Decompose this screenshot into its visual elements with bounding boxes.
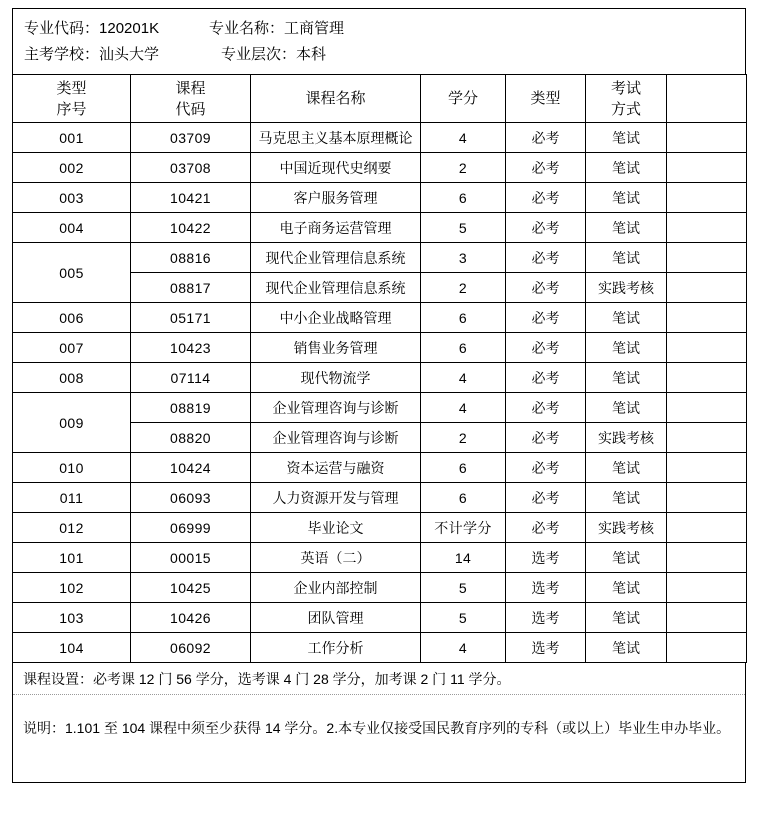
footer-divider xyxy=(13,694,745,695)
column-header-course-code-line1: 课程 xyxy=(175,79,206,97)
cell-credits: 6 xyxy=(421,183,506,213)
cell-type-seq: 001 xyxy=(13,123,131,153)
cell-credits: 4 xyxy=(421,123,506,153)
cell-course-code: 03708 xyxy=(131,153,251,183)
cell-exam-mode: 实践考核 xyxy=(586,273,667,303)
table-row xyxy=(13,243,747,273)
cell-course-code: 08816 xyxy=(131,243,251,273)
cell-course-name: 毕业论文 xyxy=(251,513,421,543)
cell-exam-mode: 笔试 xyxy=(586,183,667,213)
cell-type-seq: 005 xyxy=(13,243,131,303)
cell-exam-mode: 笔试 xyxy=(586,213,667,243)
cell-course-code: 10425 xyxy=(131,573,251,603)
cell-type-seq: 009 xyxy=(13,393,131,453)
cell-course-name: 马克思主义基本原理概论 xyxy=(251,123,421,153)
major-code-label: 专业代码： xyxy=(24,20,100,37)
cell-exam-mode: 笔试 xyxy=(586,303,667,333)
cell-credits: 6 xyxy=(421,303,506,333)
cell-credits: 14 xyxy=(421,543,506,573)
cell-blank xyxy=(667,183,747,213)
cell-course-name: 工作分析 xyxy=(251,633,421,663)
cell-course-code: 06092 xyxy=(131,633,251,663)
cell-type: 必考 xyxy=(506,513,586,543)
cell-type: 必考 xyxy=(506,153,586,183)
cell-type-seq: 012 xyxy=(13,513,131,543)
graduation-note: 说明：1.101 至 104 课程中须至少获得 14 学分。2.本专业仅接受国民教育序列的专科（或以上）毕业生申办毕业。 xyxy=(23,720,731,736)
cell-course-code: 00015 xyxy=(131,543,251,573)
cell-credits: 5 xyxy=(421,603,506,633)
major-name-label: 专业名称： xyxy=(209,20,285,37)
table-row xyxy=(13,303,747,333)
table-row xyxy=(13,153,747,183)
cell-credits: 6 xyxy=(421,333,506,363)
cell-credits: 不计学分 xyxy=(421,513,506,543)
cell-credits: 6 xyxy=(421,453,506,483)
cell-exam-mode: 笔试 xyxy=(586,603,667,633)
column-header-course-code-line2: 代码 xyxy=(175,100,206,118)
school-field xyxy=(13,42,209,68)
school-value: 汕头大学 xyxy=(99,46,160,63)
cell-blank xyxy=(667,573,747,603)
cell-credits: 4 xyxy=(421,393,506,423)
cell-type-seq: 103 xyxy=(13,603,131,633)
cell-type: 必考 xyxy=(506,453,586,483)
cell-type-seq: 104 xyxy=(13,633,131,663)
cell-course-name: 英语（二） xyxy=(251,543,421,573)
cell-exam-mode: 笔试 xyxy=(586,393,667,423)
cell-type-seq: 007 xyxy=(13,333,131,363)
cell-exam-mode: 实践考核 xyxy=(586,513,667,543)
cell-credits: 6 xyxy=(421,483,506,513)
cell-type: 必考 xyxy=(506,333,586,363)
cell-course-name: 现代物流学 xyxy=(251,363,421,393)
cell-type-seq: 003 xyxy=(13,183,131,213)
cell-type: 选考 xyxy=(506,603,586,633)
cell-exam-mode: 笔试 xyxy=(586,543,667,573)
cell-course-code: 08820 xyxy=(131,423,251,453)
cell-credits: 5 xyxy=(421,573,506,603)
table-row xyxy=(13,633,747,663)
cell-exam-mode: 笔试 xyxy=(586,633,667,663)
major-name-value: 工商管理 xyxy=(284,20,345,37)
column-header-course-code xyxy=(131,75,251,123)
cell-blank xyxy=(667,633,747,663)
cell-type-seq: 004 xyxy=(13,213,131,243)
cell-blank xyxy=(667,243,747,273)
table-row xyxy=(13,183,747,213)
header-row-code-name xyxy=(13,16,745,42)
footer-notes-block xyxy=(12,663,746,783)
table-row xyxy=(13,513,747,543)
cell-credits: 3 xyxy=(421,243,506,273)
cell-course-name: 中国近现代史纲要 xyxy=(251,153,421,183)
cell-course-name: 企业管理咨询与诊断 xyxy=(251,423,421,453)
cell-exam-mode: 笔试 xyxy=(586,123,667,153)
cell-exam-mode: 笔试 xyxy=(586,363,667,393)
course-setup-note: 课程设置：必考课 12 门 56 学分，选考课 4 门 28 学分，加考课 2 门 11 学分。 xyxy=(23,671,511,687)
table-header xyxy=(13,75,747,123)
column-header-type-seq-line2: 序号 xyxy=(56,100,87,118)
cell-course-code: 10421 xyxy=(131,183,251,213)
cell-exam-mode: 笔试 xyxy=(586,333,667,363)
cell-course-code: 10423 xyxy=(131,333,251,363)
cell-type-seq: 011 xyxy=(13,483,131,513)
cell-blank xyxy=(667,333,747,363)
level-field xyxy=(209,42,326,68)
cell-exam-mode: 笔试 xyxy=(586,483,667,513)
cell-course-name: 销售业务管理 xyxy=(251,333,421,363)
column-header-type xyxy=(506,75,586,123)
table-row xyxy=(13,393,747,423)
major-name-field xyxy=(209,16,344,42)
cell-course-code: 03709 xyxy=(131,123,251,153)
school-label: 主考学校： xyxy=(24,46,100,63)
cell-credits: 2 xyxy=(421,153,506,183)
major-code-field xyxy=(13,16,209,42)
cell-exam-mode: 笔试 xyxy=(586,453,667,483)
column-header-exam-mode-line2: 方式 xyxy=(610,100,641,118)
cell-type-seq: 101 xyxy=(13,543,131,573)
cell-type-seq: 010 xyxy=(13,453,131,483)
column-header-credits xyxy=(421,75,506,123)
level-value: 本科 xyxy=(296,46,327,63)
cell-type: 选考 xyxy=(506,543,586,573)
cell-type: 选考 xyxy=(506,633,586,663)
column-header-type-line1: 类型 xyxy=(530,90,561,107)
cell-credits: 4 xyxy=(421,363,506,393)
cell-course-code: 06999 xyxy=(131,513,251,543)
cell-course-code: 10424 xyxy=(131,453,251,483)
cell-blank xyxy=(667,423,747,453)
cell-type-seq: 006 xyxy=(13,303,131,333)
table-row xyxy=(13,453,747,483)
cell-type: 必考 xyxy=(506,123,586,153)
cell-type: 必考 xyxy=(506,213,586,243)
column-header-credits-line1: 学分 xyxy=(447,90,478,107)
cell-blank xyxy=(667,543,747,573)
table-row xyxy=(13,603,747,633)
column-header-type-seq-line1: 类型 xyxy=(56,79,87,97)
cell-exam-mode: 实践考核 xyxy=(586,423,667,453)
table-body xyxy=(13,123,747,663)
cell-type: 必考 xyxy=(506,273,586,303)
cell-type: 必考 xyxy=(506,423,586,453)
cell-blank xyxy=(667,483,747,513)
cell-type: 必考 xyxy=(506,303,586,333)
cell-credits: 2 xyxy=(421,273,506,303)
cell-type: 必考 xyxy=(506,243,586,273)
cell-type: 必考 xyxy=(506,363,586,393)
course-plan-table xyxy=(12,74,747,663)
cell-type: 必考 xyxy=(506,483,586,513)
cell-type-seq: 008 xyxy=(13,363,131,393)
cell-blank xyxy=(667,303,747,333)
table-row xyxy=(13,333,747,363)
major-code-value: 120201K xyxy=(99,20,160,37)
cell-type-seq: 102 xyxy=(13,573,131,603)
table-row xyxy=(13,363,747,393)
column-header-course-name-line1: 课程名称 xyxy=(305,90,366,107)
level-label: 专业层次： xyxy=(221,46,297,63)
column-header-blank xyxy=(667,75,747,123)
column-header-exam-mode xyxy=(586,75,667,123)
cell-course-name: 现代企业管理信息系统 xyxy=(251,243,421,273)
cell-blank xyxy=(667,453,747,483)
cell-course-name: 中小企业战略管理 xyxy=(251,303,421,333)
cell-blank xyxy=(667,153,747,183)
cell-course-code: 07114 xyxy=(131,363,251,393)
column-header-course-name xyxy=(251,75,421,123)
cell-type: 必考 xyxy=(506,393,586,423)
cell-exam-mode: 笔试 xyxy=(586,243,667,273)
table-row xyxy=(13,483,747,513)
cell-course-code: 05171 xyxy=(131,303,251,333)
cell-blank xyxy=(667,513,747,543)
cell-credits: 2 xyxy=(421,423,506,453)
cell-blank xyxy=(667,393,747,423)
cell-course-code: 10422 xyxy=(131,213,251,243)
cell-blank xyxy=(667,213,747,243)
cell-course-name: 团队管理 xyxy=(251,603,421,633)
table-header-row xyxy=(13,75,747,123)
cell-credits: 4 xyxy=(421,633,506,663)
cell-course-name: 企业管理咨询与诊断 xyxy=(251,393,421,423)
cell-course-code: 08817 xyxy=(131,273,251,303)
table-row xyxy=(13,573,747,603)
cell-blank xyxy=(667,363,747,393)
cell-type: 选考 xyxy=(506,573,586,603)
table-row xyxy=(13,123,747,153)
cell-type: 必考 xyxy=(506,183,586,213)
cell-course-name: 人力资源开发与管理 xyxy=(251,483,421,513)
cell-blank xyxy=(667,123,747,153)
column-header-exam-mode-line1: 考试 xyxy=(610,79,641,97)
header-row-school-level xyxy=(13,42,745,68)
cell-credits: 5 xyxy=(421,213,506,243)
cell-course-code: 08819 xyxy=(131,393,251,423)
column-header-type-seq xyxy=(13,75,131,123)
cell-course-name: 电子商务运营管理 xyxy=(251,213,421,243)
cell-course-name: 现代企业管理信息系统 xyxy=(251,273,421,303)
program-header-block xyxy=(12,8,746,74)
cell-blank xyxy=(667,273,747,303)
cell-course-name: 企业内部控制 xyxy=(251,573,421,603)
cell-course-name: 客户服务管理 xyxy=(251,183,421,213)
cell-exam-mode: 笔试 xyxy=(586,573,667,603)
cell-course-code: 10426 xyxy=(131,603,251,633)
cell-course-code: 06093 xyxy=(131,483,251,513)
cell-course-name: 资本运营与融资 xyxy=(251,453,421,483)
cell-exam-mode: 笔试 xyxy=(586,153,667,183)
cell-type-seq: 002 xyxy=(13,153,131,183)
cell-blank xyxy=(667,603,747,633)
table-row xyxy=(13,213,747,243)
table-row xyxy=(13,543,747,573)
